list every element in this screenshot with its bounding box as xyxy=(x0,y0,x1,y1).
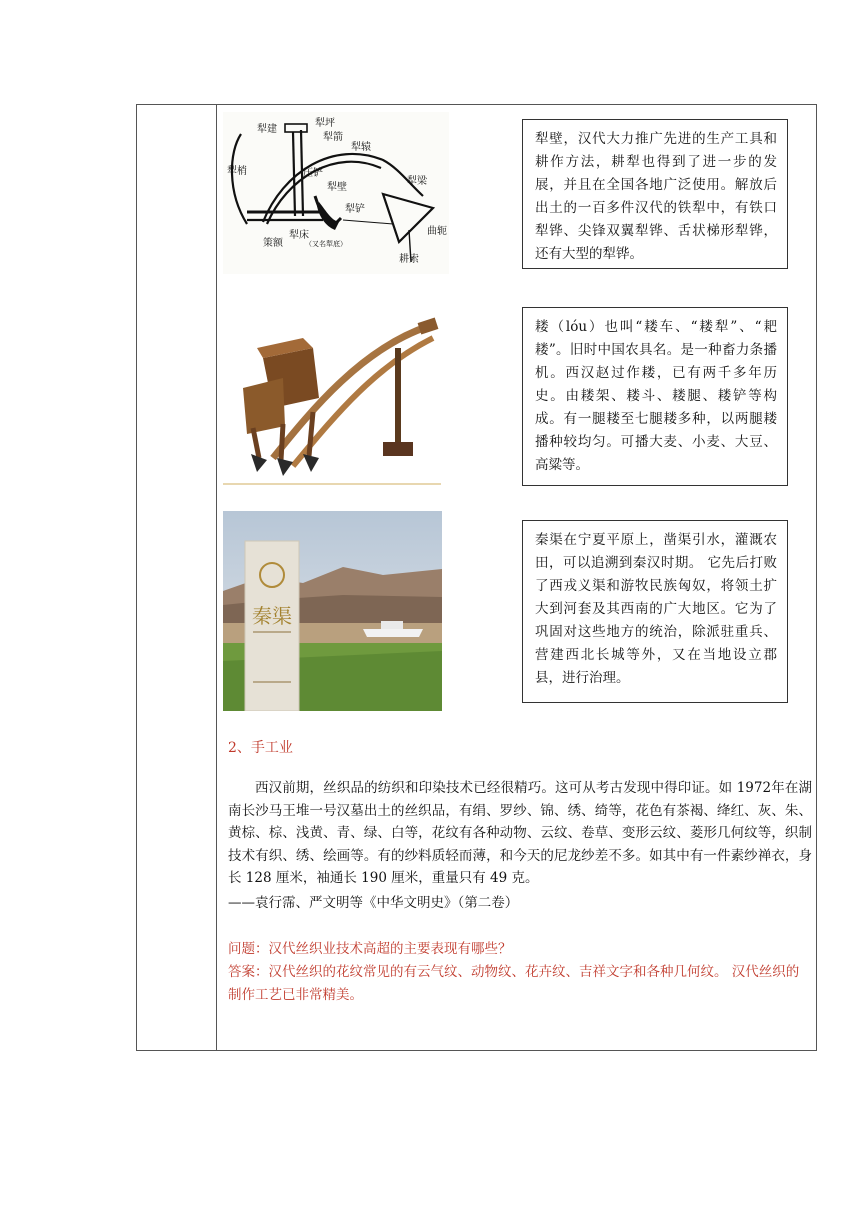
plough-label: 犁建 xyxy=(257,124,277,135)
plough-label: 犁箭 xyxy=(323,132,343,143)
plough-label: 策额 xyxy=(263,238,283,249)
plough-label: 犁坪 xyxy=(315,118,335,129)
lou-seeder-photo xyxy=(223,308,441,486)
plough-label: 犁梢 xyxy=(227,166,247,177)
question-text: 问题：汉代丝织业技术高超的主要表现有哪些？ xyxy=(228,941,512,957)
plough-label: 犁壁 xyxy=(327,182,347,193)
silk-paragraph: 西汉前期，丝织品的纺织和印染技术已经很精巧。这可从考古发现中得印证。如 1972年在湖南长沙马王堆一号汉墓出土的丝织品，有绢、罗纱、锦、绣、绮等，花色有茶褐、绛红、灰、朱、黄棕、棕、浅黄、青、绿、白等，花纹有各种动物、云纹、卷草、变形云纹、菱形几何纹等，织制技术有织、绣、绘画等。有的纱料质轻而薄，和今天的尼龙纱差不多。如其中有一件素纱禅衣，身长 128 厘米，袖通长 190 厘米，重量只有 49 克。 xyxy=(228,780,812,886)
qin-canal-photo xyxy=(223,511,442,711)
plough-label: 犁梁 xyxy=(407,176,427,187)
plough-label: 耕索 xyxy=(399,254,419,265)
plough-diagram xyxy=(223,112,449,274)
table-column-divider xyxy=(216,105,217,1050)
canal-description: 秦渠在宁夏平原上，凿渠引水，灌溉农田，可以追溯到秦汉时期。 它先后打败了西戎义渠和游牧民族匈奴，将领土扩大到河套及其西南的广大地区。它为了巩固对这些地方的统治，除派驻重兵、营建西北长城等外，又在当地设立郡县，进行治理。 xyxy=(522,520,788,703)
plough-description: 犁壁，汉代大力推广先进的生产工具和耕作方法，耕犁也得到了进一步的发展，并且在全国各地广泛使用。解放后出土的一百多件汉代的铁犁中，有铁口犁铧、尖锋双翼犁铧、舌状梯形犁铧，还有大型的犁铧。 xyxy=(522,119,788,269)
stele-text: 秦渠 xyxy=(252,604,292,628)
plough-label: （又名犁底） xyxy=(305,240,347,248)
citation-source: ——袁行霈、严文明等《中华文明史》（第二卷） xyxy=(228,895,519,911)
plough-label: 犁辕 xyxy=(351,142,371,153)
plough-label: 压铲 xyxy=(303,168,323,179)
plough-label: 犁铲 xyxy=(345,204,365,215)
answer-text: 答案：汉代丝织的花纹常见的有云气纹、动物纹、花卉纹、吉祥文字和各种几何纹。 汉代丝织的制作工艺已非常精美。 xyxy=(228,964,800,1003)
section-heading: 2、手工业 xyxy=(228,740,293,756)
lou-description: 耧（lóu）也叫“耧车、“耧犁”、“耙耧”。旧时中国农具名。是一种畜力条播机。西汉赵过作耧，已有两千多年历史。由耧架、耧斗、耧腿、耧铲等构成。有一腿耧至七腿耧多种，以两腿耧播种较均匀。可播大麦、小麦、大豆、高粱等。 xyxy=(522,307,788,486)
plough-label: 曲轭 xyxy=(427,226,447,237)
plough-label: 犁床 xyxy=(289,230,309,241)
